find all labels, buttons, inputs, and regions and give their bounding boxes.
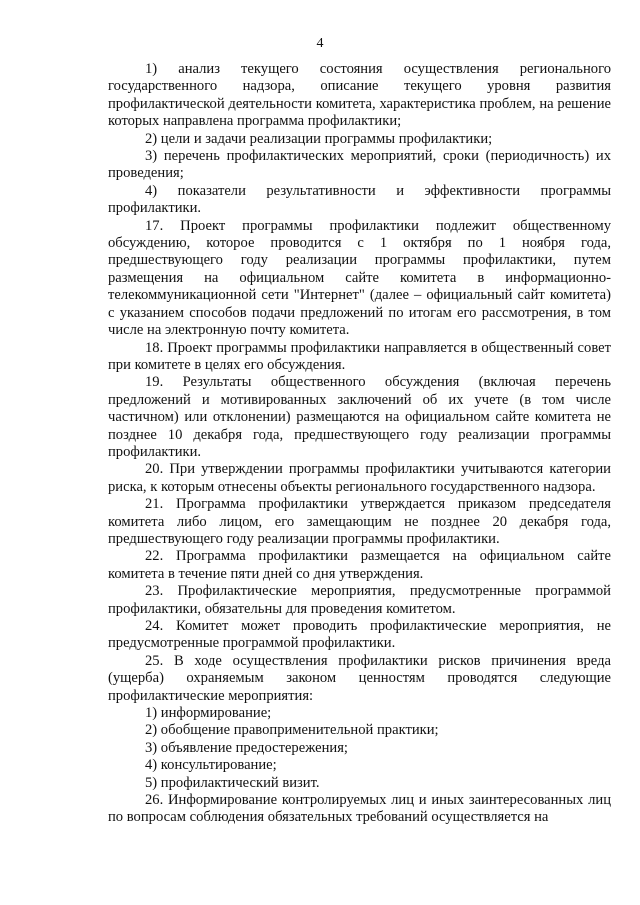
paragraph-17: 17. Проект программы профилактики подлежит общественному обсуждению, которое проводится с 1 октября по 1 ноября года, предшествующего году реализации программы профилактики, путем размещения на официальном сайте комитета в информационно-телекоммуникационной сети "Интернет" (далее – официальный сайт комитета) с указанием способов подачи предложений по итогам его рассмотрения, в том числе на электронную почту комитета.	[108, 217, 611, 339]
paragraph-25-item-5: 5) профилактический визит.	[145, 774, 320, 791]
paragraph-16-item-4: 4) показатели результативности и эффективности программы профилактики.	[108, 182, 611, 217]
paragraph-25-item-4: 4) консультирование;	[145, 757, 277, 774]
paragraph-16-item-1: 1) анализ текущего состояния осуществления регионального государственного надзора, описание текущего уровня развития профилактической деятельности комитета, характеристика проблем, на решение которых направлена программа профилактики;	[108, 61, 611, 130]
document-body	[108, 61, 611, 827]
paragraph-16-item-2: 2) цели и задачи реализации программы профилактики;	[145, 130, 493, 147]
paragraph-16-item-3: 3) перечень профилактических мероприятий, сроки (периодичность) их проведения;	[108, 148, 611, 182]
paragraph-21: 21. Программа профилактики утверждается приказом председателя комитета либо лицом, его замещающим не позднее 20 декабря года, предшествующего году реализации программы профилактики.	[108, 496, 611, 547]
paragraph-25: 25. В ходе осуществления профилактики рисков причинения вреда (ущерба) охраняемым законом ценностям проводятся следующие профилактические мероприятия:	[108, 652, 611, 704]
paragraph-26: 26. Информирование контролируемых лиц и иных заинтересованных лиц по вопросам соблюдения обязательных требований осуществляется на	[108, 792, 611, 826]
paragraph-19: 19. Результаты общественного обсуждения (включая перечень предложений и мотивированных заключений об их учете (в том числе частичном) или отклонении) размещаются на официальном сайте комитета не позднее 10 декабря года, предшествующего году реализации программы профилактики.	[108, 374, 611, 460]
paragraph-23: 23. Профилактические мероприятия, предусмотренные программой профилактики, обязательны для проведения комитетом.	[108, 583, 611, 617]
paragraph-24: 24. Комитет может проводить профилактические мероприятия, не предусмотренные программой профилактики.	[108, 618, 611, 652]
paragraph-25-item-2: 2) обобщение правоприменительной практики;	[145, 722, 439, 739]
paragraph-25-item-3: 3) объявление предостережения;	[145, 739, 348, 756]
page-number: 4	[316, 36, 324, 51]
paragraph-22: 22. Программа профилактики размещается на официальном сайте комитета в течение пяти дней со дня утверждения.	[108, 548, 611, 582]
paragraph-20: 20. При утверждении программы профилактики учитываются категории риска, к которым отнесены объекты регионального государственного надзора.	[108, 461, 611, 495]
paragraph-18: 18. Проект программы профилактики направляется в общественный совет при комитете в целях его обсуждения.	[108, 339, 611, 373]
paragraph-25-item-1: 1) информирование;	[145, 705, 272, 722]
